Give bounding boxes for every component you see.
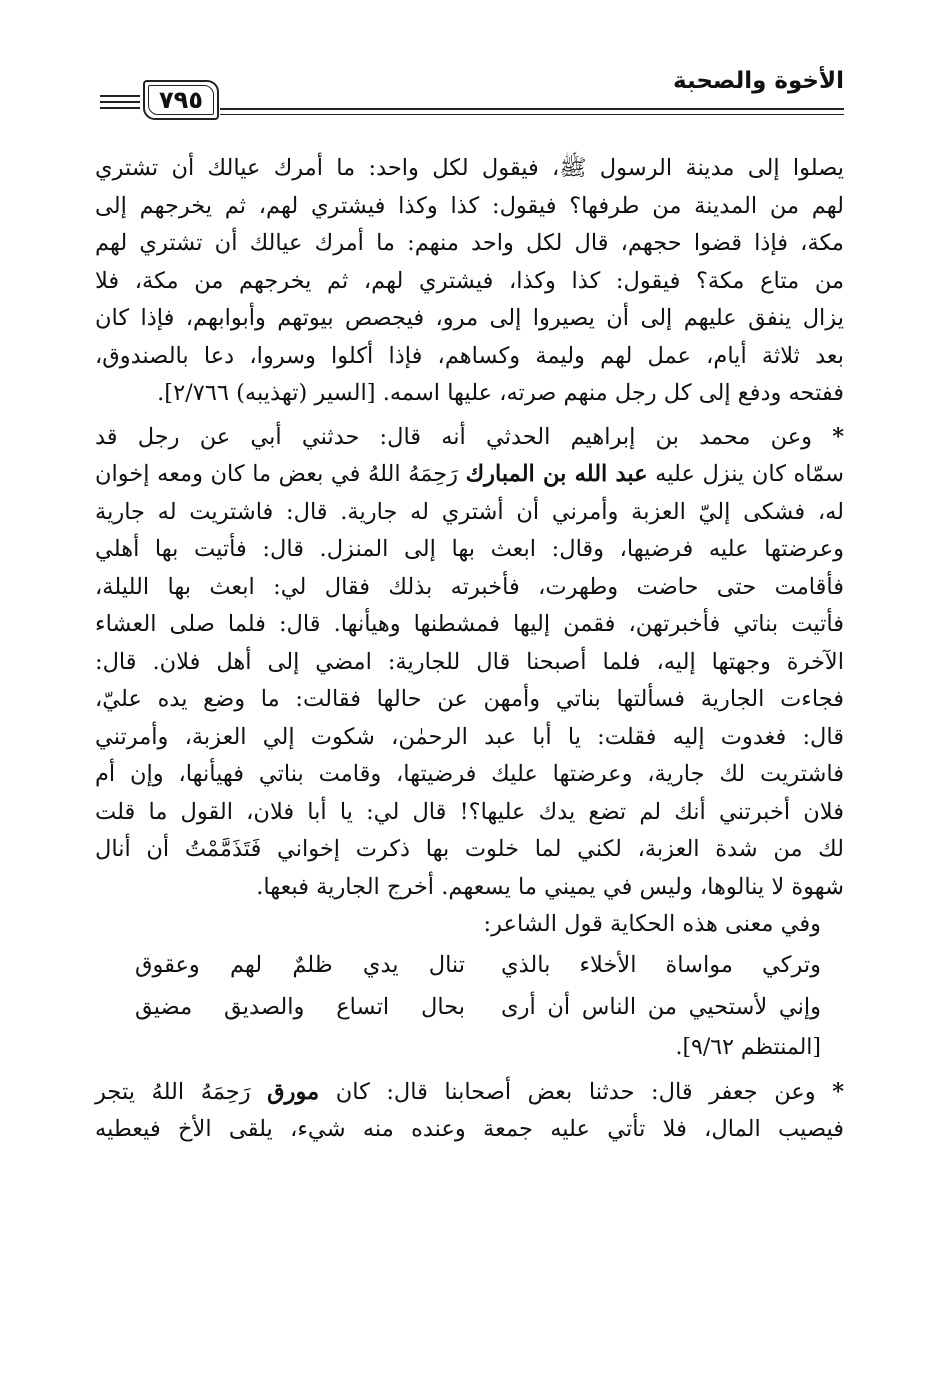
body-text bbox=[95, 150, 844, 1149]
text-line: لهم من المدينة من طرفها؟ فيقول: كذا وكذا فيشتري لهم، ثم يخرجهم إلى bbox=[95, 192, 844, 219]
poem-reference: [المنتظم ٩/٦٢]. bbox=[675, 1034, 821, 1060]
verse-first-hemistich: وتركي مواساة الأخلاء بالذي bbox=[501, 951, 821, 978]
verse-first-hemistich: وإني لأستحيي من الناس أن أرى bbox=[501, 993, 821, 1020]
text-line: مكة، فإذا قضوا حجهم، قال لكل واحد منهم: ما أمرك عيالك أن تشتري لهم bbox=[95, 230, 844, 256]
text-line: له، فشكى إليّ العزبة وأمرني أن أشتري له جارية. قال: فاشتريت له جارية bbox=[95, 498, 844, 525]
header-rule-left bbox=[100, 101, 140, 103]
header-rule-left bbox=[100, 107, 140, 109]
header-rule-thin bbox=[220, 114, 844, 115]
text-segment: رَحِمَهُ اللهُ يتجر bbox=[95, 1078, 251, 1105]
text-segment: وعن جعفر قال: حدثنا بعض أصحابنا قال: كان bbox=[335, 1078, 816, 1105]
text-line: يصلوا إلى مدينة الرسول ﷺ، فيقول لكل واحد: ما أمرك عيالك أن تشتري bbox=[95, 155, 844, 181]
text-line: فاشتريت لك جارية، وعرضتها عليك فرضيتها، وقامت بناتي فهيأنها، وإن أم bbox=[95, 761, 844, 787]
text-line: فأتيت بناتي فأخبرتهن، فقمن إليها فمشطنها وهيأنها. قال: فلما صلى العشاء bbox=[95, 611, 844, 637]
text-line bbox=[95, 456, 844, 494]
poem-intro: وفي معنى هذه الحكاية قول الشاعر: bbox=[483, 911, 821, 937]
paragraph-star: * bbox=[832, 423, 845, 450]
text-line: شهوة لا ينالوها، وليس في يميني ما يسعهم. أخرج الجارية فبعها. bbox=[256, 873, 844, 900]
verse-second-hemistich: بحال اتساع والصديق مضيق bbox=[135, 993, 465, 1020]
page-number-frame bbox=[143, 80, 219, 120]
text-line: يزال ينفق عليهم إلى أن يصيروا إلى مرو، فيجصص بيوتهم وأبوابهم، فإذا كان bbox=[95, 305, 844, 331]
running-title: الأخوة والصحبة bbox=[673, 68, 844, 94]
text-line: ففتحه ودفع إلى كل رجل منهم صرته، عليها اسمه. [السير (تهذيبه) ٢/٧٦٦]. bbox=[157, 380, 844, 406]
text-line: فأقامت حتى حاضت وطهرت، فأخبرته بذلك فقال لي: ابعث بها الليلة، bbox=[95, 573, 844, 600]
person-name: مورق bbox=[267, 1078, 320, 1105]
verse-second-hemistich: تنال يدي ظلمٌ لهم وعقوق bbox=[135, 951, 465, 978]
text-segment: وعن محمد بن إبراهيم الحدثي أنه قال: حدثني أبي عن رجل قد bbox=[95, 423, 813, 450]
text-line: لك من شدة العزبة، لكني لما خلوت بها ذكرت إخواني فَتَذَمَّمْتُ أن أنال bbox=[95, 836, 844, 862]
text-line: الآخرة وجهتها إليه، فلما أصبحنا قال للجارية: امضي إلى أهل فلان. قال: bbox=[95, 648, 844, 675]
text-line: فجاءت الجارية فسألتها بناتي وأمهن عن حالها فقالت: ما وضع يده عليّ، bbox=[95, 686, 844, 712]
header-rule-left bbox=[100, 95, 140, 97]
text-segment: رَحِمَهُ اللهُ في بعض ما كان ومعه إخوان bbox=[95, 461, 459, 487]
poem-verse bbox=[95, 986, 844, 1028]
paragraph-star: * bbox=[832, 1078, 845, 1105]
paragraph-start-line bbox=[95, 1074, 844, 1112]
text-line: بعد ثلاثة أيام، عمل لهم وليمة وكساهم، فإذا أكلوا وسروا، دعا بالصندوق، bbox=[95, 342, 844, 369]
page-number: ٧٩٥ bbox=[159, 86, 203, 114]
text-line: فلان أخبرتني أنك لم تضع يدك عليها؟! قال لي: يا أبا فلان، القول ما قلت bbox=[95, 798, 844, 825]
text-line: وعرضتها عليه فرضيها، وقال: ابعث بها إلى المنزل. قال: فأتيت بها أهلي bbox=[95, 536, 844, 562]
text-line: قال: فغدوت إليه فقلت: يا أبا عبد الرحمٰن، شكوت إلي العزبة، وأمرتني bbox=[95, 723, 844, 750]
person-name: عبد الله بن المبارك bbox=[465, 461, 648, 487]
text-line: من متاع مكة؟ فيقول: كذا وكذا، فيشتري لهم، ثم يخرجهم من مكة، فلا bbox=[95, 267, 844, 294]
paragraph-start-line bbox=[95, 419, 844, 457]
header-rule bbox=[220, 108, 844, 110]
poem-verse bbox=[95, 944, 844, 986]
text-segment: سمّاه كان ينزل عليه bbox=[655, 461, 845, 487]
text-line: فيصيب المال، فلا تأتي عليه جمعة وعنده منه شيء، يلقى الأخ فيعطيه bbox=[95, 1116, 844, 1142]
